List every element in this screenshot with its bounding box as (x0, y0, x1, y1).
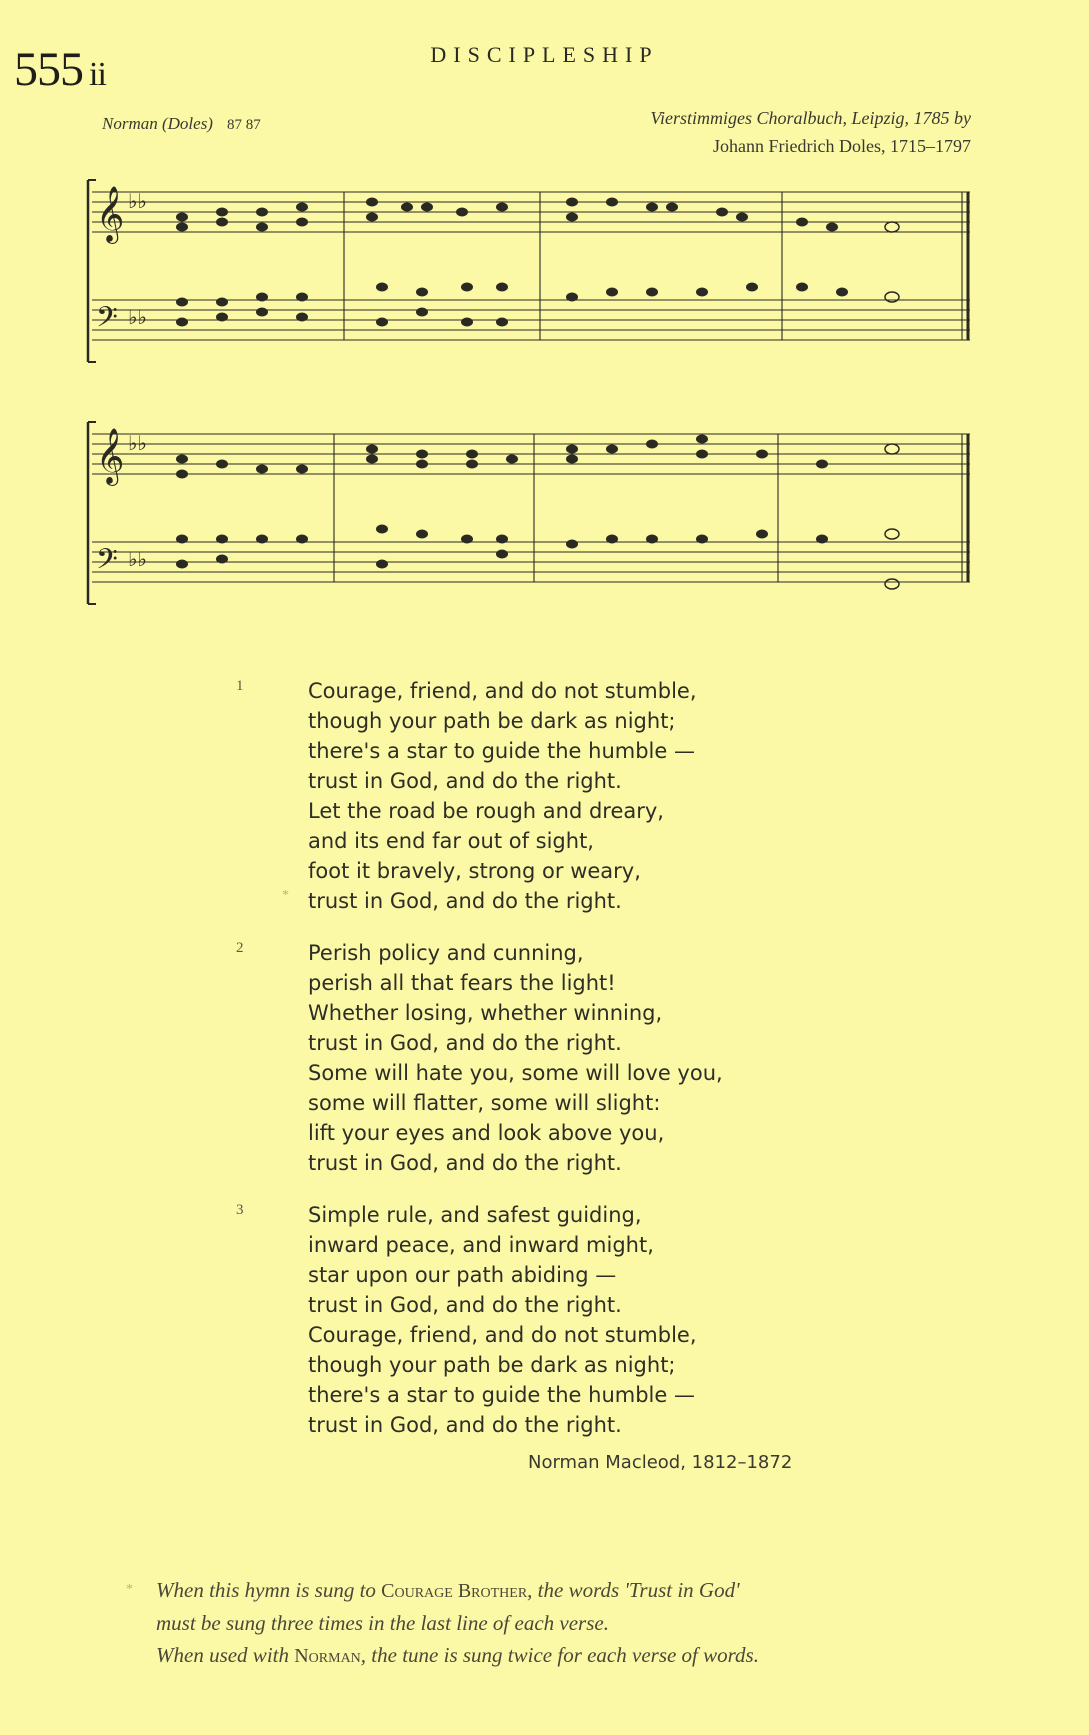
verse-line: there's a star to guide the humble — (308, 739, 695, 763)
verse-line: Courage, friend, and do not stumble, (308, 1323, 697, 1347)
verse-line: star upon our path abiding — (308, 1263, 617, 1287)
verse-line: trust in God, and do the right. (308, 769, 622, 793)
tune-source (650, 104, 971, 160)
verse-number: 3 (236, 1202, 244, 1218)
tune-name-text: Norman (Doles) (102, 114, 213, 133)
verse-1 (236, 676, 878, 916)
verse-line: trust in God, and do the right. (308, 889, 622, 913)
tune-reference: Norman (294, 1645, 361, 1667)
hymn-part: ii (89, 56, 106, 93)
tune-reference: Courage Brother (381, 1580, 528, 1602)
footnote (126, 1574, 1036, 1672)
verse-number: 2 (236, 940, 244, 956)
section-title: DISCIPLESHIP (430, 42, 659, 67)
verse-line: Some will hate you, some will love you, (308, 1061, 723, 1085)
treble-clef-icon: 𝄞 (96, 428, 125, 484)
verse-line: foot it bravely, strong or weary, (308, 859, 641, 883)
author-credit: Norman Macleod, 1812–1872 (528, 1452, 793, 1473)
verses (236, 676, 878, 1462)
footnote-line-2: must be sung three times in the last line of each verse. (156, 1611, 609, 1635)
flat-sign-icon: ♭♭ (128, 305, 147, 329)
bass-clef-icon: 𝄢 (96, 301, 118, 341)
verse-line: Perish policy and cunning, (308, 941, 584, 965)
flat-sign-icon: ♭♭ (128, 189, 147, 213)
bass-clef-icon: 𝄢 (96, 543, 118, 583)
music-system-1-svg (82, 172, 972, 372)
repeat-marker: * (282, 888, 289, 903)
verse-line: though your path be dark as night; (308, 1353, 676, 1377)
verse-line: perish all that fears the light! (308, 971, 616, 995)
footnote-text: When this hymn is sung to (156, 1578, 382, 1602)
verse-2 (236, 938, 878, 1178)
footnote-text: , the words 'Trust in God' (527, 1578, 740, 1602)
tune-source-line1: Vierstimmiges Choralbuch, Leipzig, 1785 by (650, 108, 971, 128)
verse-line: though your path be dark as night; (308, 709, 676, 733)
verse-line: lift your eyes and look above you, (308, 1121, 665, 1145)
verse-line: Courage, friend, and do not stumble, (308, 679, 697, 703)
footnote-text: , the tune is sung twice for each verse of words. (360, 1643, 759, 1667)
verse-line: trust in God, and do the right. (308, 1293, 622, 1317)
treble-clef-icon: 𝄞 (96, 186, 125, 242)
verse-line: some will flatter, some will slight: (308, 1091, 661, 1115)
tune-name (102, 114, 261, 134)
notes-system-2 (176, 435, 899, 590)
flat-sign-icon: ♭♭ (128, 431, 147, 455)
verse-line: and its end far out of sight, (308, 829, 594, 853)
verse-line: Simple rule, and safest guiding, (308, 1203, 642, 1227)
hymn-number-value: 555 (14, 43, 83, 96)
footnote-line-3 (156, 1639, 1036, 1672)
tune-source-line2: Johann Friedrich Doles, 1715–1797 (713, 136, 971, 156)
verse-line: inward peace, and inward might, (308, 1233, 654, 1257)
footnote-line-1 (156, 1574, 1036, 1607)
verse-line: trust in God, and do the right. (308, 1031, 622, 1055)
verse-line: there's a star to guide the humble — (308, 1383, 695, 1407)
verse-line: trust in God, and do the right. (308, 1151, 622, 1175)
verse-line: Let the road be rough and dreary, (308, 799, 664, 823)
music-system-2-svg (82, 414, 972, 614)
music-system-1 (82, 172, 972, 372)
flat-sign-icon: ♭♭ (128, 547, 147, 571)
verse-line: Whether losing, whether winning, (308, 1001, 663, 1025)
verse-line: trust in God, and do the right. (308, 1413, 622, 1437)
footnote-marker: * (126, 1582, 133, 1597)
verse-3 (236, 1200, 878, 1440)
music-system-2 (82, 414, 972, 614)
footnote-text: When used with (156, 1643, 295, 1667)
notes-system-1 (176, 198, 899, 327)
tune-meter: 87 87 (226, 117, 261, 133)
verse-number: 1 (236, 678, 244, 694)
